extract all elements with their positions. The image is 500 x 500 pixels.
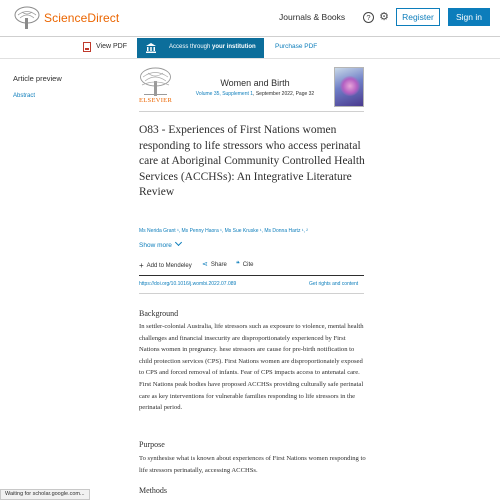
- elsevier-logo-icon[interactable]: [139, 67, 172, 97]
- gear-icon[interactable]: ⚙: [379, 11, 389, 23]
- section-text-background: In settler-colonial Australia, life stressors such as exposure to violence, mental health challenges and financial insecurity are disproportionately experienced by First Nations women in pregnancy. hese stressors are cause for pre-birth notification to child protection services (CPS). First Nations women are disproportionately exposed to CPS and forced removal of infants. Fear of CPS impacts access to antenatal care. First Nations peak bodies have proposed ACCHSs providing culturally safe perinatal care as key interventions for vulnerable families responding to life stressors in the perinatal period.: [139, 323, 364, 412]
- author-list[interactable]: Ms Nerida Grant ¹, Ms Penny Haora ¹, Ms Sue Kruske ¹, Ms Donna Hartz ¹, ²: [139, 228, 308, 234]
- quote-icon: ❝: [236, 261, 240, 268]
- access-prefix: Access through: [169, 44, 213, 50]
- access-text: [169, 44, 256, 50]
- access-institution-button[interactable]: [137, 38, 264, 58]
- institution-icon: [146, 43, 156, 53]
- journals-books-link[interactable]: Journals & Books: [279, 12, 346, 22]
- show-more-label: Show more: [139, 242, 172, 249]
- section-heading-purpose: Purpose: [139, 440, 165, 449]
- elsevier-wordmark: ELSEVIER: [139, 97, 173, 104]
- section-heading-methods: Methods: [139, 486, 167, 495]
- article-toolbar: [0, 37, 500, 59]
- article-title: O83 - Experiences of First Nations women responding to life stressors who access perinatal care at Aboriginal Community Controlled Health Services (ACCHSs): An Integrative Literature Review: [139, 124, 365, 198]
- add-to-mendeley-button[interactable]: [139, 260, 192, 269]
- chevron-down-icon: [175, 239, 182, 246]
- share-button[interactable]: [202, 260, 227, 268]
- plus-icon: +: [139, 261, 144, 270]
- divider: [139, 293, 364, 294]
- help-icon[interactable]: ?: [363, 12, 374, 23]
- journal-volume: [190, 91, 320, 97]
- show-more-button[interactable]: [139, 242, 181, 249]
- journal-cover-image[interactable]: [334, 67, 364, 107]
- top-navigation-bar: [0, 0, 500, 37]
- share-label: Share: [210, 262, 227, 268]
- register-button[interactable]: Register: [396, 8, 440, 26]
- section-heading-background: Background: [139, 309, 179, 318]
- mendeley-label: Add to Mendeley: [146, 263, 192, 269]
- purchase-pdf-link[interactable]: Purchase PDF: [275, 43, 318, 50]
- elsevier-tree-icon[interactable]: [13, 6, 41, 30]
- sidebar-item-abstract[interactable]: Abstract: [13, 93, 36, 99]
- sidebar-title: Article preview: [13, 74, 62, 83]
- rights-link[interactable]: Get rights and content: [309, 281, 359, 287]
- divider: [139, 111, 364, 112]
- pdf-icon[interactable]: [83, 42, 91, 52]
- sign-in-button[interactable]: Sign in: [448, 8, 490, 26]
- access-bold: your institution: [212, 44, 256, 50]
- share-icon: ⋖: [202, 261, 208, 268]
- volume-details: , September 2022, Page 32: [253, 91, 315, 97]
- section-text-purpose: To synthesise what is known about experiences of First Nations women responding to life stressors perinatally, accessing ACCHSs.: [139, 455, 366, 474]
- cite-button[interactable]: [236, 260, 253, 268]
- view-pdf-link[interactable]: View PDF: [96, 43, 127, 50]
- cite-label: Cite: [242, 262, 254, 268]
- doi-link[interactable]: https://doi.org/10.1016/j.wombi.2022.07.089: [139, 281, 237, 287]
- divider: [139, 275, 364, 276]
- browser-status-bar: Waiting for scholar.google.com...: [0, 489, 90, 500]
- brand-name[interactable]: ScienceDirect: [44, 11, 120, 25]
- volume-link[interactable]: Volume 35, Supplement 1: [195, 91, 254, 97]
- journal-title[interactable]: Women and Birth: [220, 78, 290, 88]
